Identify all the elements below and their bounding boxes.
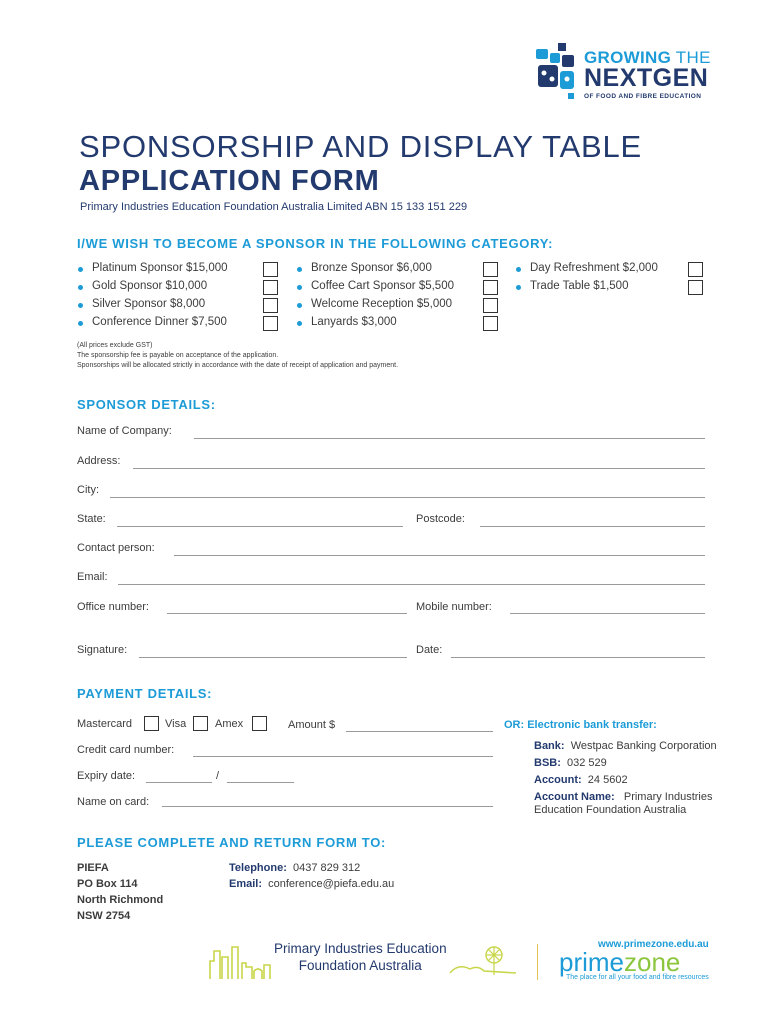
- bullet-icon: [516, 285, 521, 290]
- postcode-label: Postcode:: [416, 513, 465, 525]
- category-checkbox[interactable]: [263, 262, 278, 277]
- name-on-card-label: Name on card:: [77, 796, 150, 808]
- signature-field[interactable]: [139, 657, 407, 658]
- card-number-label: Credit card number:: [77, 744, 175, 756]
- primezone-logo: primezone: [559, 947, 681, 977]
- farm-windmill-icon: [448, 943, 518, 979]
- expiry-month-field[interactable]: [146, 782, 212, 783]
- state-label: State:: [77, 513, 106, 525]
- category-checkbox[interactable]: [688, 262, 703, 277]
- category-checkbox[interactable]: [483, 298, 498, 313]
- contact-field[interactable]: [174, 555, 705, 556]
- logo-line-2: NEXTGEN: [584, 64, 709, 92]
- mobile-number-field[interactable]: [510, 613, 705, 614]
- logo-line-1: GROWING THE: [584, 48, 711, 67]
- contact-label: Contact person:: [77, 542, 155, 554]
- email-row: Email: conference@piefa.edu.au: [229, 878, 395, 890]
- expiry-label: Expiry date:: [77, 770, 136, 782]
- category-checkbox[interactable]: [483, 316, 498, 331]
- piefa-logo: [208, 940, 523, 980]
- form-subtitle: Primary Industries Education Foundation Australia Limited ABN 15 133 151 229: [80, 201, 468, 213]
- category-heading: I/WE WISH TO BECOME A SPONSOR IN THE FOLLOWING CATEGORY:: [77, 236, 554, 251]
- mobile-number-label: Mobile number:: [416, 601, 492, 613]
- visa-checkbox[interactable]: [193, 716, 208, 731]
- return-heading: PLEASE COMPLETE AND RETURN FORM TO:: [77, 835, 387, 850]
- category-checkbox[interactable]: [688, 280, 703, 295]
- address-label: Address:: [77, 455, 121, 467]
- date-label: Date:: [416, 644, 443, 656]
- bullet-icon: [297, 285, 302, 290]
- visa-label: Visa: [165, 718, 187, 730]
- state-field[interactable]: [117, 526, 403, 527]
- expiry-separator: /: [216, 770, 220, 782]
- category-checkbox[interactable]: [483, 262, 498, 277]
- mastercard-checkbox[interactable]: [144, 716, 159, 731]
- category-notes: (All prices exclude GST) The sponsorship fee is payable on acceptance of the application. Sponsorships will be allocated strictly in accordance with the date of receipt of application and payment.: [77, 342, 399, 369]
- telephone-row: Telephone: 0437 829 312: [229, 862, 361, 874]
- office-number-field[interactable]: [167, 613, 407, 614]
- amex-checkbox[interactable]: [252, 716, 267, 731]
- signature-label: Signature:: [77, 644, 128, 656]
- bullet-icon: [297, 267, 302, 272]
- category-checkbox[interactable]: [483, 280, 498, 295]
- category-checkbox[interactable]: [263, 298, 278, 313]
- bullet-icon: [297, 321, 302, 326]
- bank-transfer-heading: OR: Electronic bank transfer:: [504, 719, 657, 731]
- card-number-field[interactable]: [193, 756, 493, 757]
- primezone-tagline: The place for all your food and fibre resources: [566, 974, 709, 981]
- city-field[interactable]: [110, 497, 705, 498]
- email-field[interactable]: [118, 584, 705, 585]
- account-name-row: Account Name: Primary Industries: [534, 791, 713, 803]
- growing-nextgen-logo: [534, 43, 734, 103]
- footer-divider: [537, 944, 538, 980]
- bullet-icon: [78, 303, 83, 308]
- piefa-name: Primary Industries Education Foundation Australia: [274, 941, 447, 973]
- account-name-row-2: Education Foundation Australia: [534, 804, 687, 816]
- category-checkbox[interactable]: [263, 280, 278, 295]
- name-on-card-field[interactable]: [162, 806, 493, 807]
- primezone-url[interactable]: www.primezone.edu.au: [598, 939, 709, 950]
- city-skyline-icon: [208, 943, 272, 979]
- logo-mark-icon: [534, 43, 576, 99]
- account-row: Account: 24 5602: [534, 774, 628, 786]
- form-title-line-2: APPLICATION FORM: [79, 165, 380, 197]
- return-address: PIEFA PO Box 114 North Richmond NSW 2754: [77, 862, 164, 922]
- form-title-line-1: SPONSORSHIP AND DISPLAY TABLE: [79, 129, 643, 164]
- bsb-row: BSB: 032 529: [534, 757, 607, 769]
- company-field[interactable]: [194, 438, 705, 439]
- bullet-icon: [78, 285, 83, 290]
- category-checkbox[interactable]: [263, 316, 278, 331]
- logo-line-3: OF FOOD AND FIBRE EDUCATION: [584, 93, 702, 100]
- sponsor-details-heading: SPONSOR DETAILS:: [77, 397, 216, 412]
- email-link[interactable]: conference@piefa.edu.au: [268, 878, 395, 890]
- return-contact: [229, 860, 394, 892]
- mastercard-label: Mastercard: [77, 718, 133, 730]
- amount-label: Amount $: [288, 719, 336, 731]
- bullet-icon: [297, 303, 302, 308]
- amount-field[interactable]: [346, 731, 493, 732]
- email-label: Email:: [77, 571, 108, 583]
- address-field[interactable]: [133, 468, 705, 469]
- bullet-icon: [516, 267, 521, 272]
- bullet-icon: [78, 321, 83, 326]
- postcode-field[interactable]: [480, 526, 705, 527]
- office-number-label: Office number:: [77, 601, 149, 613]
- date-field[interactable]: [451, 657, 705, 658]
- bank-row: Bank: Westpac Banking Corporation: [534, 740, 717, 752]
- payment-details-heading: PAYMENT DETAILS:: [77, 686, 213, 701]
- company-label: Name of Company:: [77, 425, 172, 437]
- amex-label: Amex: [215, 718, 244, 730]
- bullet-icon: [78, 267, 83, 272]
- city-label: City:: [77, 484, 99, 496]
- expiry-year-field[interactable]: [227, 782, 294, 783]
